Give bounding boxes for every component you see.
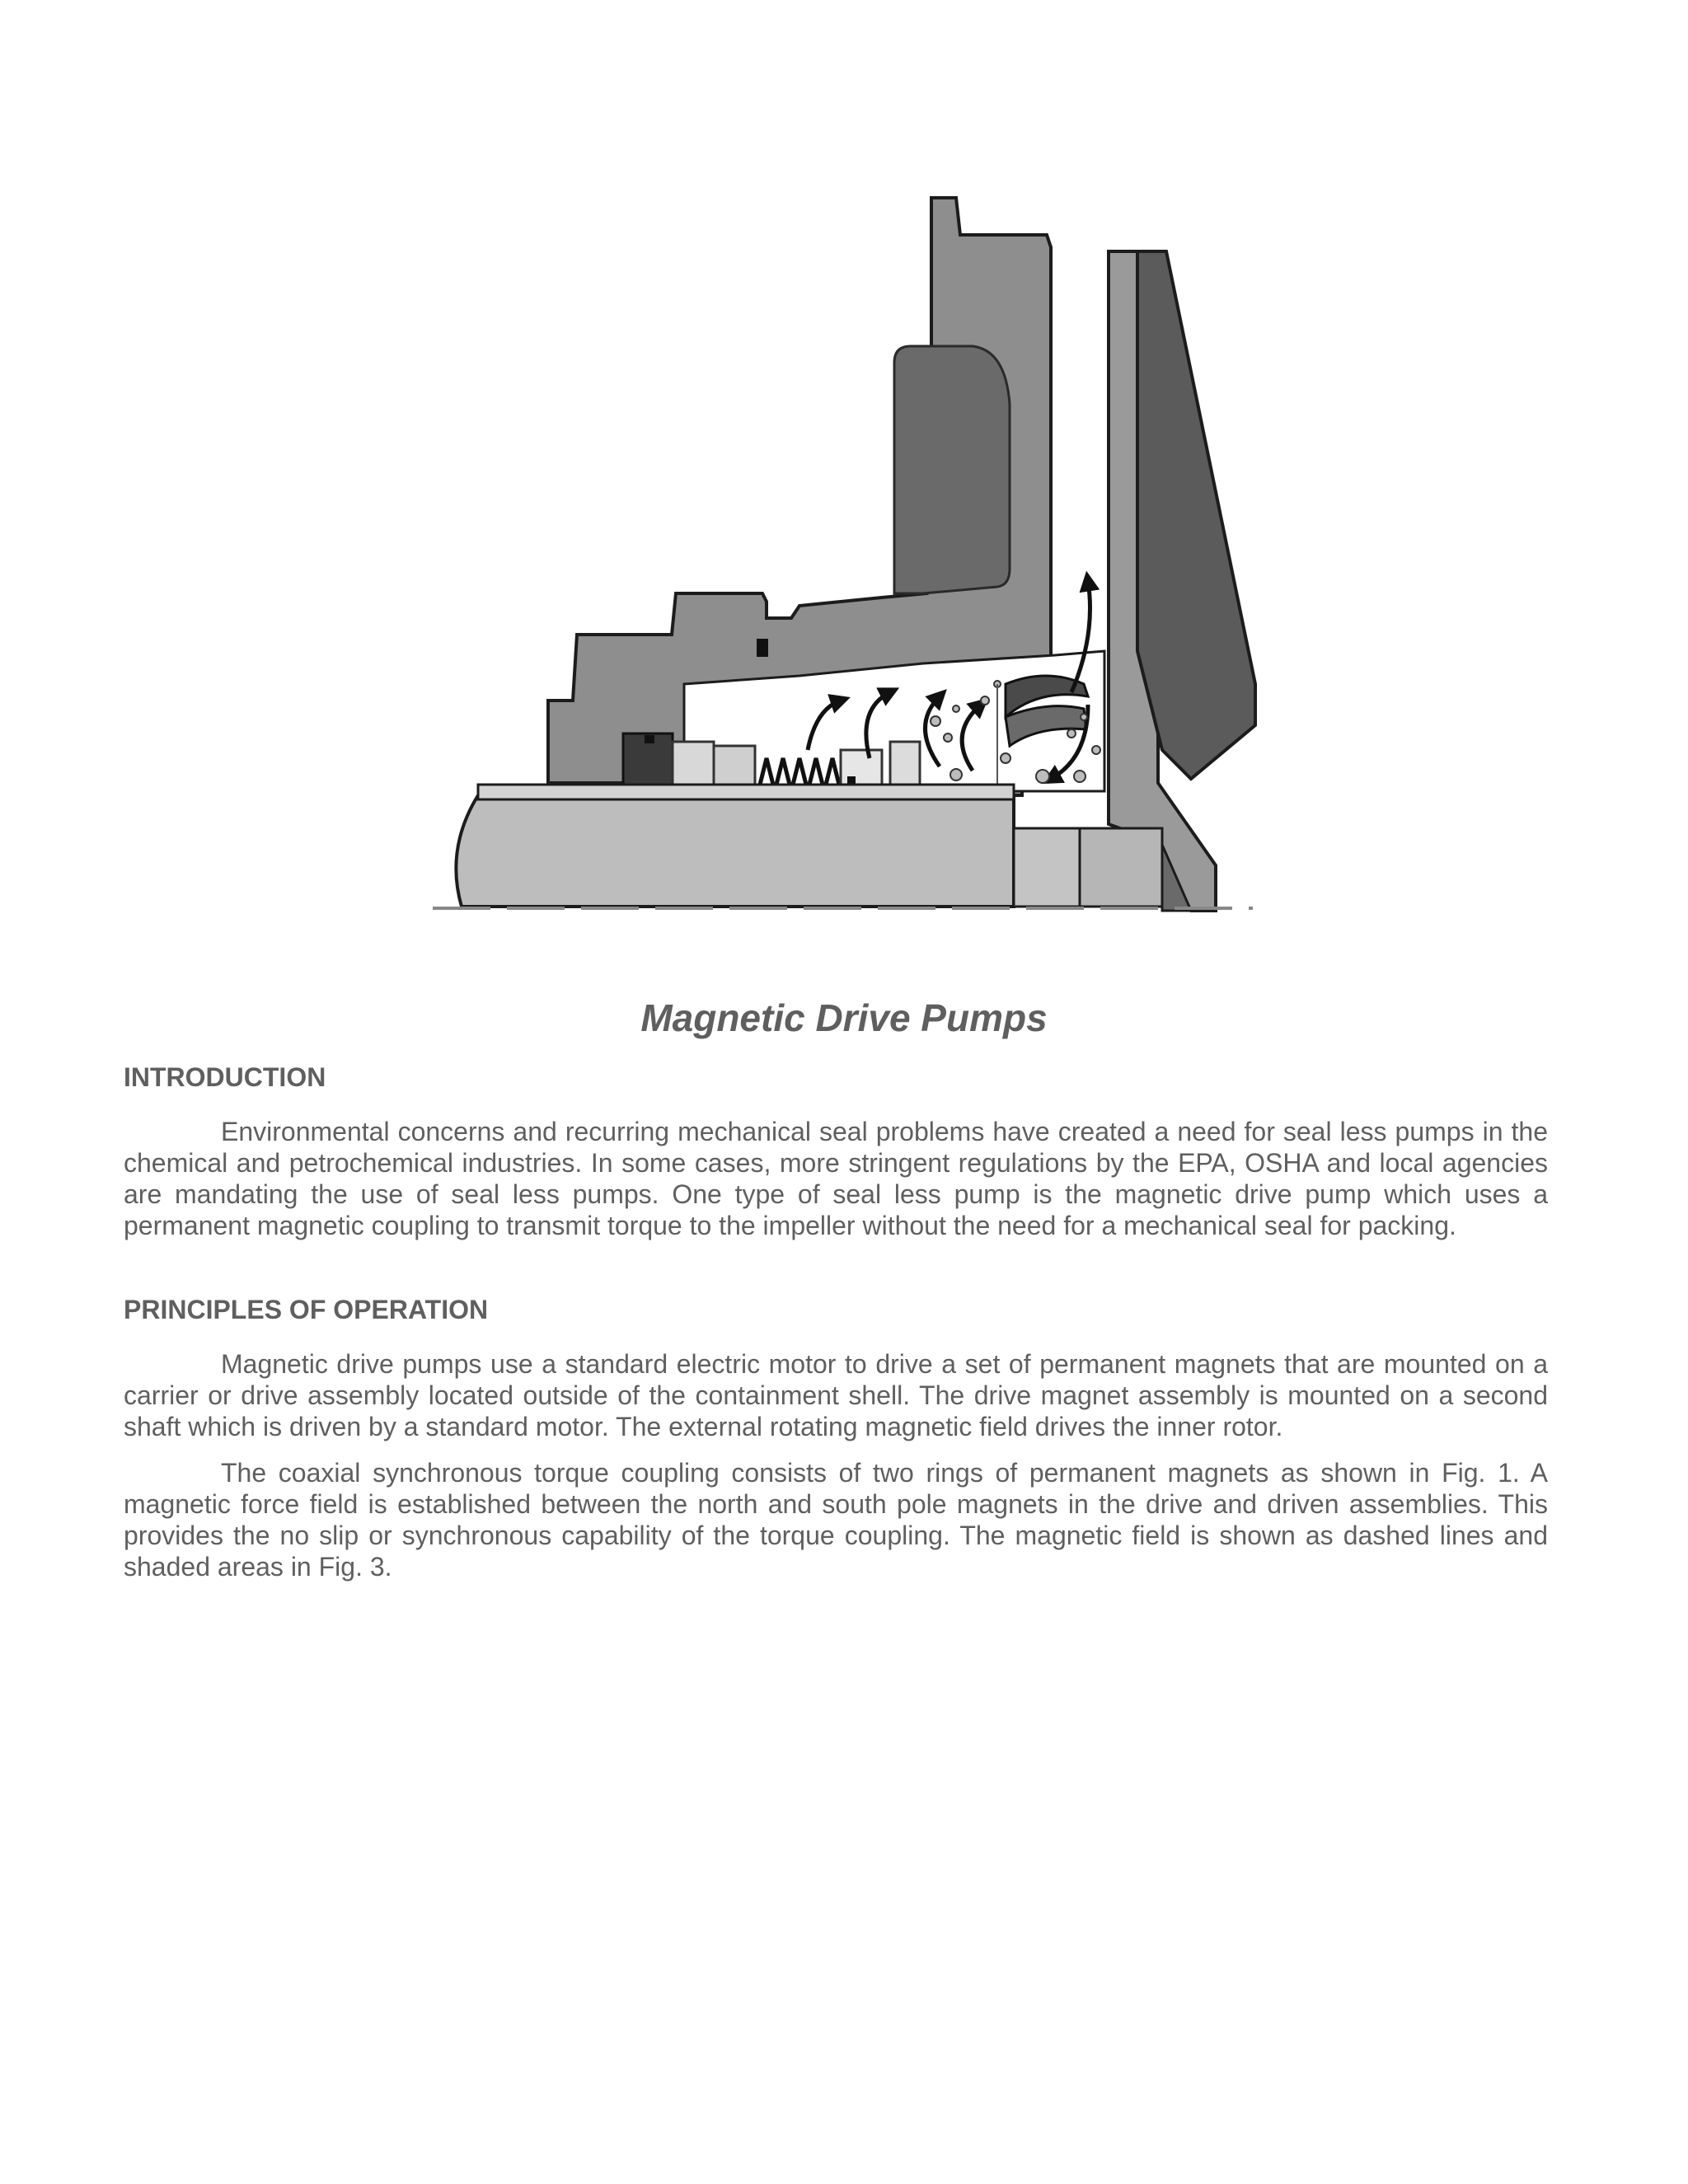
seal-cross-section-figure (429, 190, 1269, 923)
shaft-sleeve (478, 785, 1014, 799)
shaft-step-1 (1014, 828, 1080, 907)
paragraph: Environmental concerns and recurring mechanical seal problems have created a need for seal less pumps in the chemical and petrochemical industries. In some cases, more stringent regulations by the EPA, OSHA and local agencies are mandating the use of seal less pumps. One type of seal less pump is the magnetic drive pump which uses a permanent magnetic coupling to transmit torque to the impeller without the need for a mechanical seal for packing. (124, 1117, 1548, 1241)
section-heading: INTRODUCTION (124, 1062, 326, 1092)
o-ring-marker (757, 639, 768, 657)
shaft-step-2 (1080, 828, 1162, 907)
paragraph: The coaxial synchronous torque coupling consists of two rings of permanent magnets as shown in Fig. 1. A magnetic force field is established between the north and south pole magnets in the drive and driven assemblies. This provides the no slip or synchronous capability of the torque coupling. The magnetic field is shown as dashed lines and shaded areas in Fig. 3. (124, 1458, 1548, 1582)
seal-gasket-marker (645, 735, 654, 743)
impeller-dark-band (1137, 251, 1255, 779)
section-principles-of-operation (124, 1294, 1548, 1582)
section-introduction (124, 1062, 1548, 1241)
section-heading: PRINCIPLES OF OPERATION (124, 1295, 489, 1324)
page-title: Magnetic Drive Pumps (640, 996, 1048, 1039)
paragraph: Magnetic drive pumps use a standard electric motor to drive a set of permanent magnets that are mounted on a carrier or drive assembly located outside of the containment shell. The drive magnet assembly is mounted on a second shaft which is driven by a standard motor. The external rotating magnetic field drives the inner rotor. (124, 1349, 1548, 1442)
dark-insert (894, 346, 1010, 593)
pump-shaft (456, 795, 1014, 907)
